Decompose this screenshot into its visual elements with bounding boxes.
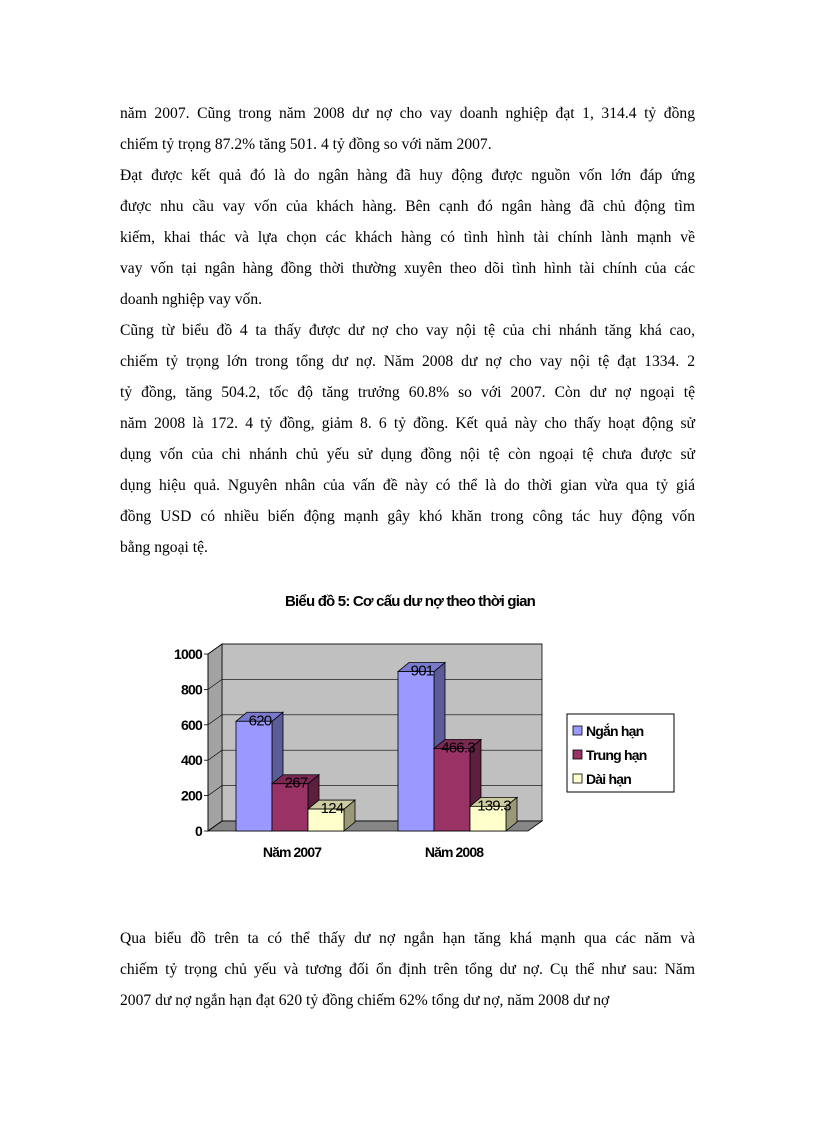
text-line: kiếm, khai thác và lựa chọn các khách hàng có tình hình tài chính lành mạnh về — [120, 229, 695, 246]
text-line: doanh nghiệp vay vốn. — [120, 291, 263, 308]
y-tick-label: 400 — [181, 752, 202, 769]
text-line: chiếm tỷ trọng chủ yếu và tương đối ổn định trên tổng dư nợ. Cụ thể như sau: Năm — [120, 961, 695, 978]
legend-swatch — [573, 750, 582, 759]
y-tick-label: 800 — [181, 681, 202, 698]
y-tick-label: 0 — [195, 823, 202, 839]
legend-label: Dài hạn — [586, 771, 631, 787]
data-label: 901 — [410, 662, 434, 680]
data-label: 139.3 — [477, 797, 511, 815]
bar — [236, 721, 272, 831]
text-line: 2007 dư nợ ngắn hạn đạt 620 tỷ đồng chiếm 62% tổng dư nợ, năm 2008 dư nợ — [120, 992, 610, 1009]
chart-title: Biểu đồ 5: Cơ cấu dư nợ theo thời gian — [285, 593, 535, 610]
x-category-label: Năm 2008 — [424, 844, 484, 860]
bar — [398, 672, 434, 831]
text-line: Qua biểu đồ trên ta có thể thấy dư nợ ngắn hạn tăng khá mạnh qua các năm và — [120, 930, 695, 947]
text-line: tỷ đồng, tăng 504.2, tốc độ tăng trưởng 60.8% so với 2007. Còn dư nợ ngoại tệ — [120, 384, 695, 401]
text-line: được nhu cầu vay vốn của khách hàng. Bên cạnh đó ngân hàng đã chủ động tìm — [120, 198, 695, 215]
text-line: Đạt được kết quả đó là do ngân hàng đã huy động được nguồn vốn lớn đáp ứng — [120, 167, 695, 184]
text-line: chiếm tỷ trọng 87.2% tăng 501. 4 tỷ đồng so với năm 2007. — [120, 136, 492, 153]
text-line: vay vốn tại ngân hàng đồng thời thường xuyên theo dõi tình hình tài chính của các — [120, 260, 695, 277]
text-line: năm 2007. Cũng trong năm 2008 dư nợ cho vay doanh nghiệp đạt 1, 314.4 tỷ đồng — [120, 105, 695, 122]
text-line: Cũng từ biểu đồ 4 ta thấy được dư nợ cho vay nội tệ của chi nhánh tăng khá cao, — [120, 322, 695, 339]
bar — [434, 748, 470, 831]
legend-swatch — [573, 726, 582, 735]
legend-label: Ngắn hạn — [586, 723, 644, 739]
data-label: 466.3 — [441, 739, 475, 757]
y-tick-label: 600 — [181, 716, 202, 733]
text-line: năm 2008 là 172. 4 tỷ đồng, giảm 8. 6 tỷ đồng. Kết quả này cho thấy hoạt động sử — [120, 415, 695, 432]
x-category-label: Năm 2007 — [262, 844, 322, 860]
legend-swatch — [573, 774, 582, 783]
chart-side-wall — [208, 644, 222, 831]
data-label: 267 — [284, 774, 308, 792]
text-line: bằng ngoại tệ. — [120, 539, 208, 556]
text-line: đồng USD có nhiều biến động mạnh gây khó khăn trong công tác huy động vốn — [120, 508, 695, 525]
text-line: chiếm tỷ trọng lớn trong tổng dư nợ. Năm 2008 dư nợ cho vay nội tệ đạt 1334. 2 — [120, 353, 695, 370]
legend-label: Trung hạn — [586, 747, 647, 763]
data-label: 620 — [248, 712, 272, 730]
text-line: dụng hiệu quả. Nguyên nhân của vấn đề này có thể là do thời gian vừa qua tỷ giá — [120, 477, 695, 494]
text-line: dụng vốn của chi nhánh chủ yếu sử dụng đồng nội tệ còn ngoại tệ chưa được sử — [120, 446, 695, 463]
data-label: 124 — [320, 800, 344, 818]
y-tick-label: 200 — [181, 787, 202, 804]
y-tick-label: 1000 — [174, 646, 202, 662]
